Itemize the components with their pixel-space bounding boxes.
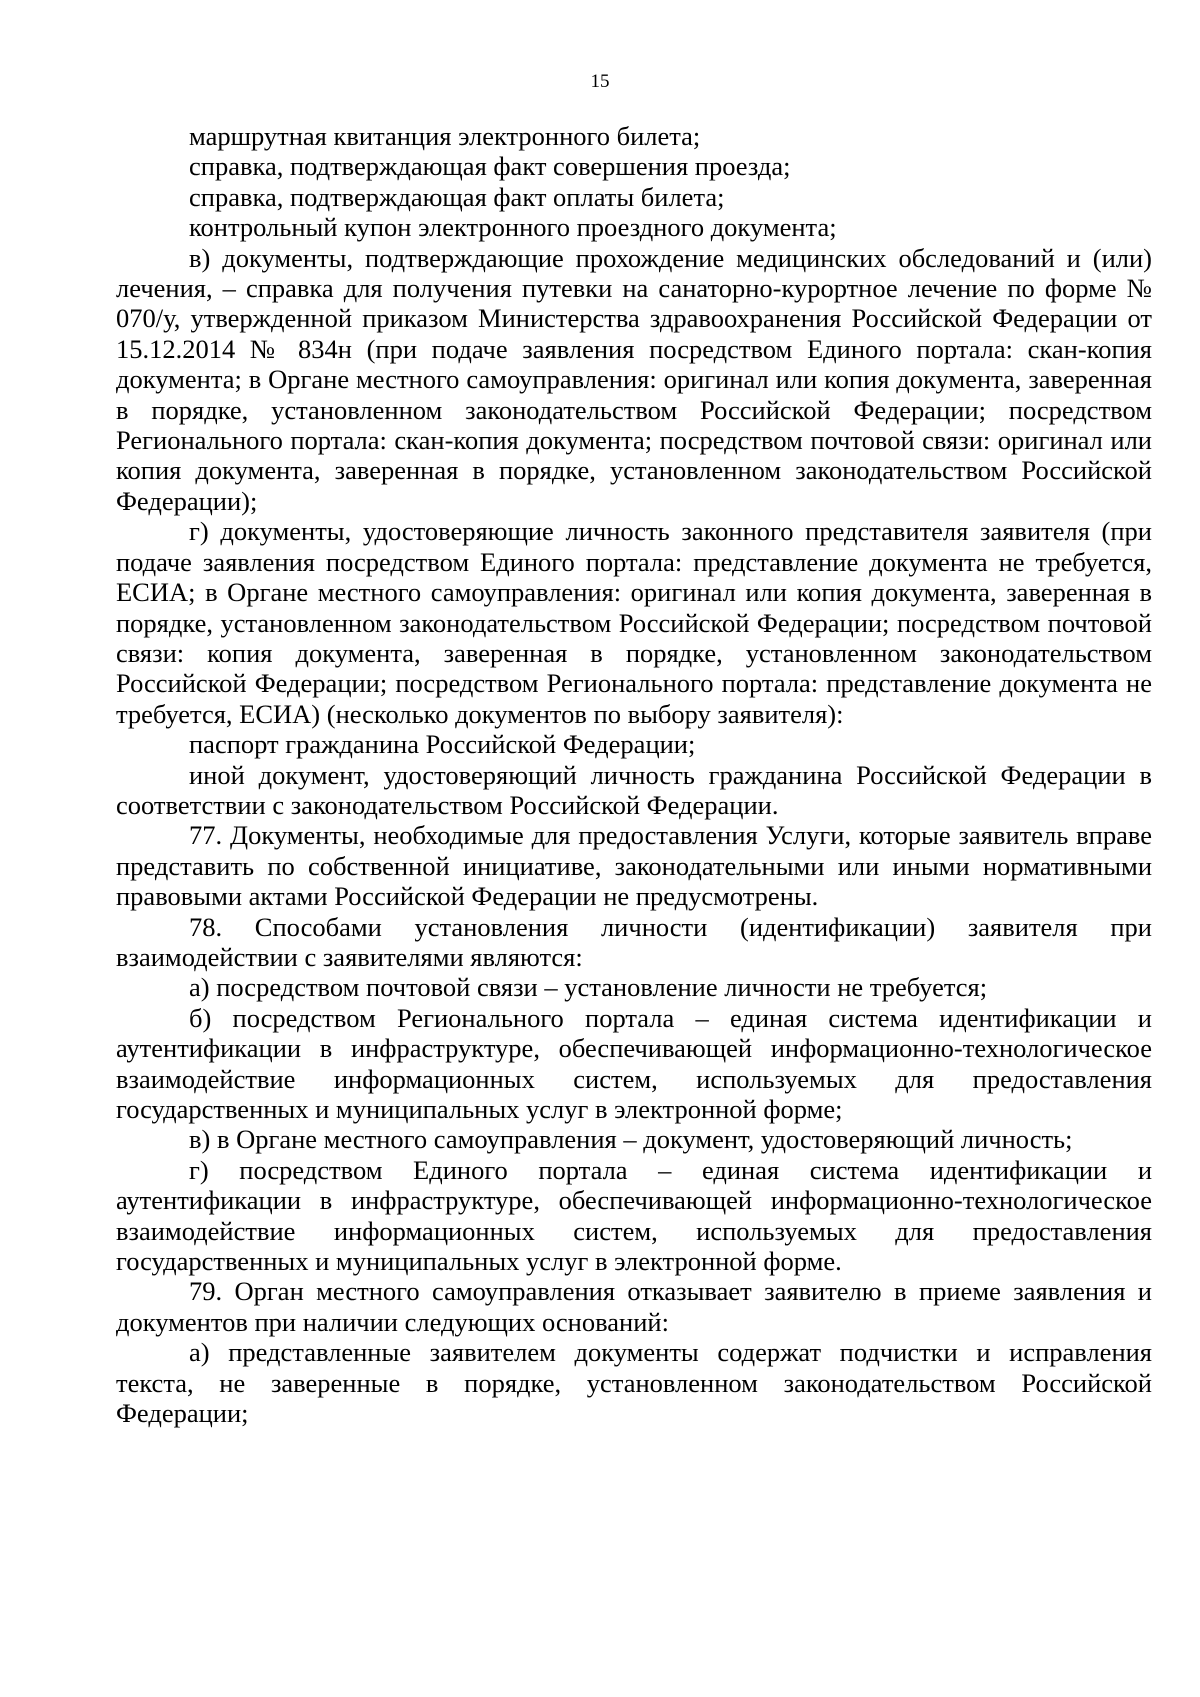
document-body xyxy=(116,121,1152,1428)
paragraph-medical-documents: в) документы, подтверждающие прохождение медицинских обследований и (или) лечения, – справка для получения путевки на санаторно-курортное лечение по форме № 070/у, утвержденной приказом Министерства здравоохранения Российской Федерации от 15.12.2014 № 834н (при подаче заявления посредством Единого портала: скан-копия документа; в Органе местного самоуправления: оригинал или копия документа, заверенная в порядке, установленном законодательством Российской Федерации; посредством Регионального портала: скан-копия документа; посредством почтовой связи: оригинал или копия документа, заверенная в порядке, установленном законодательством Российской Федерации); xyxy=(116,242,1152,516)
paragraph-78-b: б) посредством Регионального портала – единая система идентификации и аутентификации в инфраструктуре, обеспечивающей информационно-технологическое взаимодействие информационных систем, используемых для предоставления государственных и муниципальных услуг в электронной форме; xyxy=(116,1002,1152,1124)
paragraph-78-a: а) посредством почтовой связи – установление личности не требуется; xyxy=(189,972,988,1003)
list-item-passport: паспорт гражданина Российской Федерации; xyxy=(189,729,696,760)
list-item-payment-certificate: справка, подтверждающая факт оплаты билета; xyxy=(189,181,725,212)
list-item-control-coupon: контрольный купон электронного проездного документа; xyxy=(189,212,837,243)
paragraph-78-v: в) в Органе местного самоуправления – документ, удостоверяющий личность; xyxy=(189,1124,1073,1155)
list-item-other-identity-document: иной документ, удостоверяющий личность гражданина Российской Федерации в соответствии с законодательством Российской Федерации. xyxy=(116,759,1152,820)
paragraph-78-g: г) посредством Единого портала – единая система идентификации и аутентификации в инфраструктуре, обеспечивающей информационно-технологическое взаимодействие информационных систем, используемых для предоставления государственных и муниципальных услуг в электронной форме. xyxy=(116,1154,1152,1277)
paragraph-79-a: а) представленные заявителем документы содержат подчистки и исправления текста, не заверенные в порядке, установленном законодательством Российской Федерации; xyxy=(116,1337,1152,1429)
paragraph-77: 77. Документы, необходимые для предоставления Услуги, которые заявитель вправе представить по собственной инициативе, законодательными или иными нормативными правовыми актами Российской Федерации не предусмотрены. xyxy=(116,820,1152,912)
list-item-route-receipt: маршрутная квитанция электронного билета; xyxy=(189,121,701,151)
page-number: 15 xyxy=(590,71,610,92)
list-item-travel-certificate: справка, подтверждающая факт совершения проезда; xyxy=(189,151,791,182)
paragraph-representative-identity: г) документы, удостоверяющие личность законного представителя заявителя (при подаче заявления посредством Единого портала: представление документа не требуется, ЕСИА; в Органе местного самоуправления: оригинал или копия документа, заверенная в порядке, установленном законодательством Российской Федерации; посредством почтовой связи: копия документа, заверенная в порядке, установленном законодательством Российской Федерации; посредством Регионального портала: представление документа не требуется, ЕСИА) (несколько документов по выбору заявителя): xyxy=(116,516,1152,729)
paragraph-79: 79. Орган местного самоуправления отказывает заявителю в приеме заявления и документов при наличии следующих оснований: xyxy=(116,1276,1152,1337)
paragraph-78: 78. Способами установления личности (идентификации) заявителя при взаимодействии с заявителями являются: xyxy=(116,911,1152,972)
